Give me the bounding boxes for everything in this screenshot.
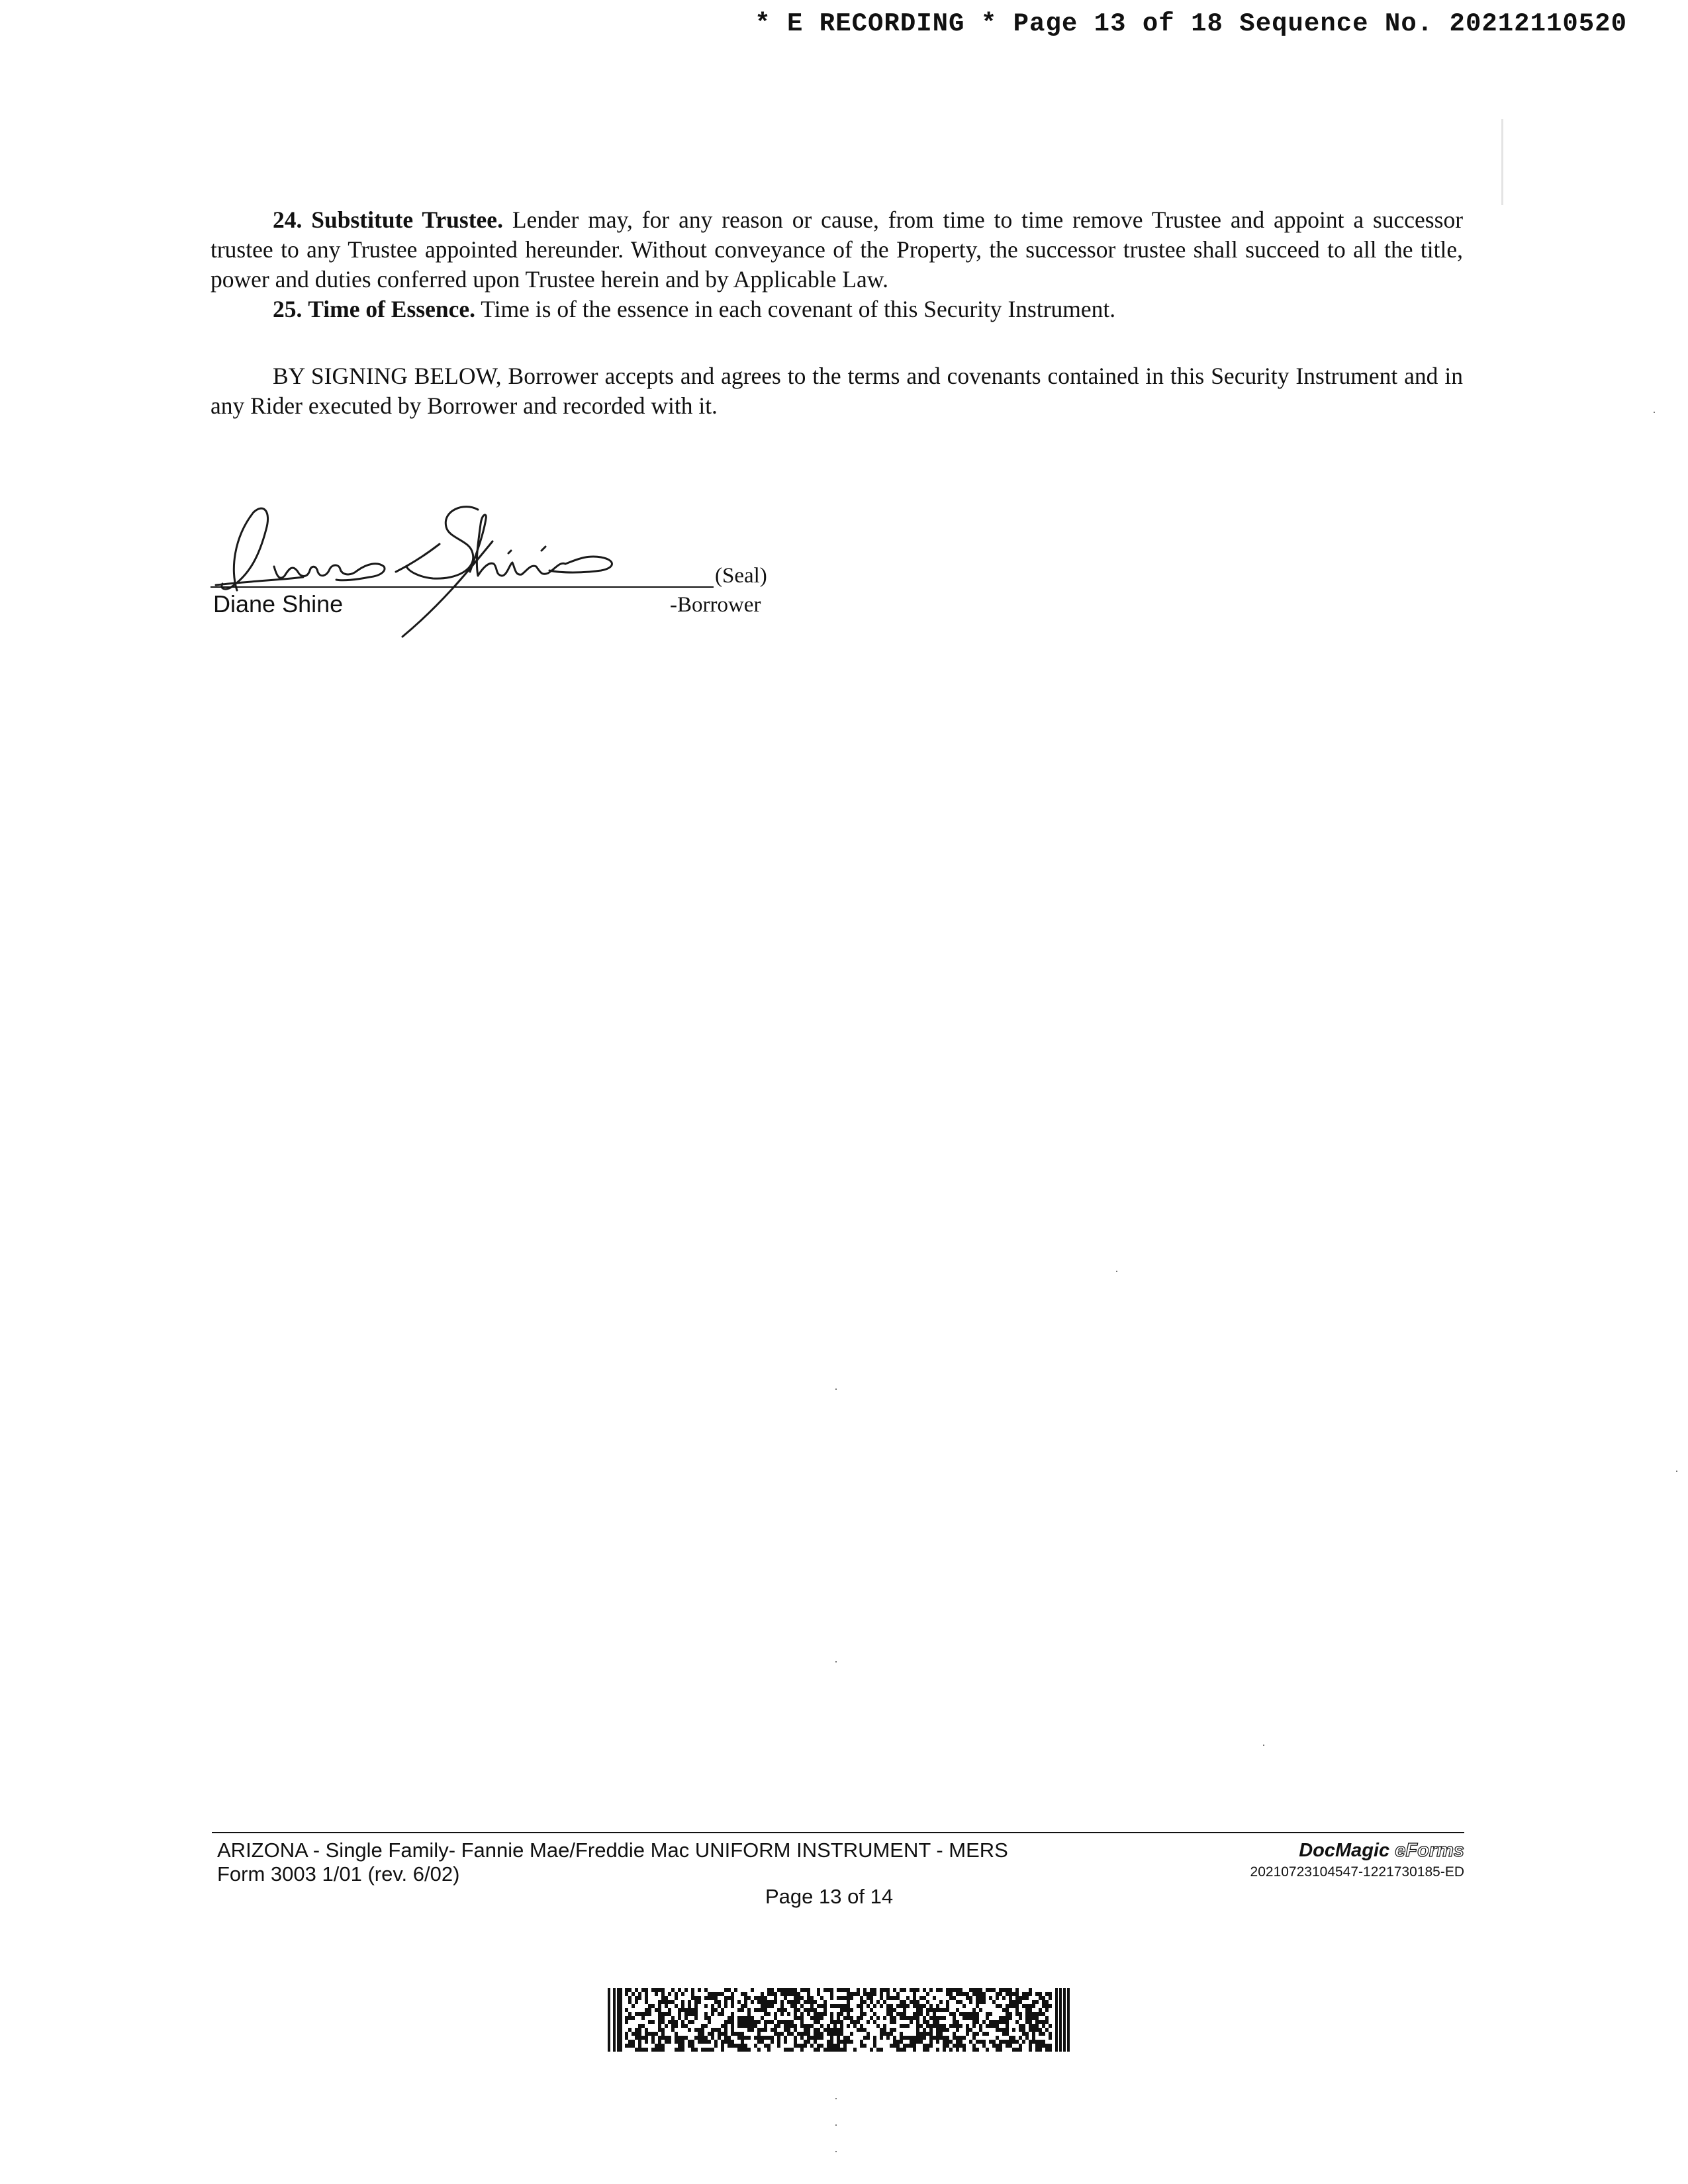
section-25-text: Time is of the essence in each covenant of this Security Instrument. xyxy=(481,296,1116,322)
scan-speck xyxy=(835,1661,837,1662)
seal-label: (Seal) xyxy=(715,564,767,588)
scan-speck xyxy=(835,2098,837,2099)
signature-line xyxy=(211,586,714,588)
docmagic-logo xyxy=(1250,1840,1464,1862)
recording-header: * E RECORDING * Page 13 of 18 Sequence No. 20212110520 xyxy=(755,9,1627,38)
docmagic-logo-primary: DocMagic xyxy=(1299,1840,1390,1861)
scan-speck xyxy=(835,1388,837,1390)
footer-page-number: Page 13 of 14 xyxy=(765,1885,894,1908)
scan-speck xyxy=(1676,1471,1677,1472)
footer-form-title: ARIZONA - Single Family- Fannie Mae/Freddie Mac UNIFORM INSTRUMENT - MERS xyxy=(217,1839,1008,1862)
section-24-number: 24. xyxy=(273,206,303,233)
document-id: 20210723104547-1221730185-ED xyxy=(1250,1864,1464,1880)
section-25-number: 25. xyxy=(273,296,303,322)
scan-speck xyxy=(835,2151,837,2152)
signing-statement: BY SIGNING BELOW, Borrower accepts and agrees to the terms and covenants contained in this Security Instrument and in any Rider executed by Borrower and recorded with it. xyxy=(211,363,1463,419)
footer-form-number: Form 3003 1/01 (rev. 6/02) xyxy=(217,1862,460,1886)
section-24-text: Lender may, for any reason or cause, from time to time remove Trustee and appoint a successor trustee to any Trustee appointed hereunder. Without conveyance of the Property, the successor trustee shall succeed to all the title, power and duties conferred upon Trustee herein and by Applicable Law. xyxy=(211,206,1464,293)
footer-brand xyxy=(1250,1840,1464,1880)
signature-block xyxy=(211,498,780,643)
scan-speck xyxy=(1116,1271,1117,1272)
footer-rule xyxy=(212,1832,1464,1833)
section-24-heading: Substitute Trustee. xyxy=(311,206,503,233)
section-25-heading: Time of Essence. xyxy=(308,296,475,322)
handwritten-signature xyxy=(211,498,674,643)
section-25 xyxy=(211,295,1463,324)
scan-speck xyxy=(1654,412,1655,413)
docmagic-logo-secondary: eForms xyxy=(1395,1840,1464,1861)
scan-edge-mark xyxy=(1501,119,1503,205)
footer-form-info xyxy=(217,1839,1008,1886)
borrower-name: Diane Shine xyxy=(213,590,344,617)
scan-speck xyxy=(835,2124,837,2126)
scan-speck xyxy=(1263,1745,1264,1746)
section-24 xyxy=(211,205,1463,295)
borrower-role: -Borrower xyxy=(670,593,761,617)
barcode-icon xyxy=(608,1988,1071,2052)
covenant-sections xyxy=(211,205,1463,324)
